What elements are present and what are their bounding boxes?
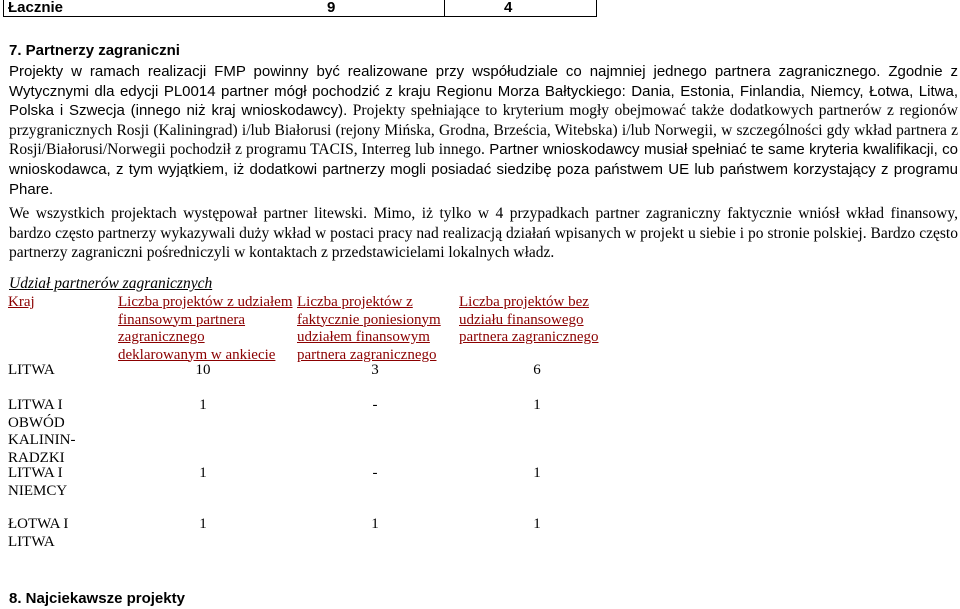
- table-row-label: ŁOTWA I LITWA: [8, 516, 69, 550]
- table-cell-none: 1: [533, 465, 541, 481]
- table-cell-fin: 1: [199, 516, 207, 532]
- header-declared-financial: Liczba projektów z udziałem finansowym partnera zagranicznego deklarowanym w ankiecie: [118, 294, 293, 363]
- totals-col1: 9: [327, 0, 336, 16]
- paragraph-1-part-a: Projekty w ramach realizacji FMP powinny być realizowane przy współudziale co najmniej jednego partnera zagranicznego. Zgodnie z Wytycznymi dla edycji PL0014 partner mógł pochodzić z kraju Regionu Morza Bałtyckiego: Dania, Estonia, Finlandia, Niemcy, Łotwa, Litwa, Polska i Szwecja (innego niż kraj wnioskodawcy).: [9, 63, 958, 120]
- header-actual-financial: Liczba projektów z faktycznie poniesionym udziałem finansowym partnera zagranicznego: [297, 294, 441, 363]
- totals-row: [3, 0, 597, 17]
- table-row-label: LITWA I NIEMCY: [8, 465, 68, 499]
- totals-col2: 4: [504, 0, 513, 16]
- table-cell-none: 1: [533, 516, 541, 532]
- paragraph-1-part-c: Partner wnioskodawcy musiał spełniać te same kryteria kwalifikacji, co wnioskodawca, z tym wyjątkiem, iż dodatkowi partnerzy mogli posiadać siedzibę poza państwem UE lub państwem korzystający z programu Phare.: [9, 141, 958, 198]
- table-cell-act: -: [372, 465, 378, 481]
- totals-divider: [444, 0, 445, 16]
- table-cell-act: -: [372, 397, 378, 413]
- table-row-label: LITWA I OBWÓD KALININ-RADZKI: [8, 397, 76, 466]
- section-7-heading: 7. Partnerzy zagraniczni: [9, 42, 180, 59]
- table-cell-act: 1: [371, 516, 379, 532]
- partners-table-caption: Udział partnerów zagranicznych: [9, 275, 213, 292]
- table-cell-fin: 1: [199, 465, 207, 481]
- section-7-paragraph-1: [9, 62, 958, 199]
- header-no-financial: Liczba projektów bez udziału finansowego partnera zagranicznego: [459, 294, 599, 345]
- table-cell-act: 3: [371, 362, 379, 378]
- table-cell-none: 6: [533, 362, 541, 378]
- table-cell-none: 1: [533, 397, 541, 413]
- table-cell-fin: 10: [195, 362, 211, 378]
- table-cell-fin: 1: [199, 397, 207, 413]
- table-row-label: LITWA: [8, 362, 55, 378]
- totals-label: Łacznie: [8, 0, 64, 16]
- section-8-heading: 8. Najciekawsze projekty: [9, 590, 185, 607]
- section-7-paragraph-2: We wszystkich projektach występował partner litewski. Mimo, iż tylko w 4 przypadkach partner zagraniczny faktycznie wniósł wkład finansowy, bardzo często partnerzy wykazywali duży wkład w postaci pracy nad realizacją działań wpisanych w projekt u siebie i po stronie polskiej. Bardzo często partnerzy zagraniczni pośredniczyli w kontaktach z przedstawicielami lokalnych władz.: [9, 205, 958, 262]
- paragraph-1-part-b: Projekty spełniające to kryterium mogły obejmować także dodatkowych partnerów z regionów przygranicznych Rosji (Kaliningrad) i/lub Białorusi (rejony Mińska, Grodna, Brześcia, Witebska) i/lub Norwegii, w szczególności gdy wkład partnera z Rosji/Białorusi/Norwegii pochodził z programu TACIS, Interreg lub innego.: [9, 102, 958, 159]
- header-country: Kraj: [8, 294, 35, 310]
